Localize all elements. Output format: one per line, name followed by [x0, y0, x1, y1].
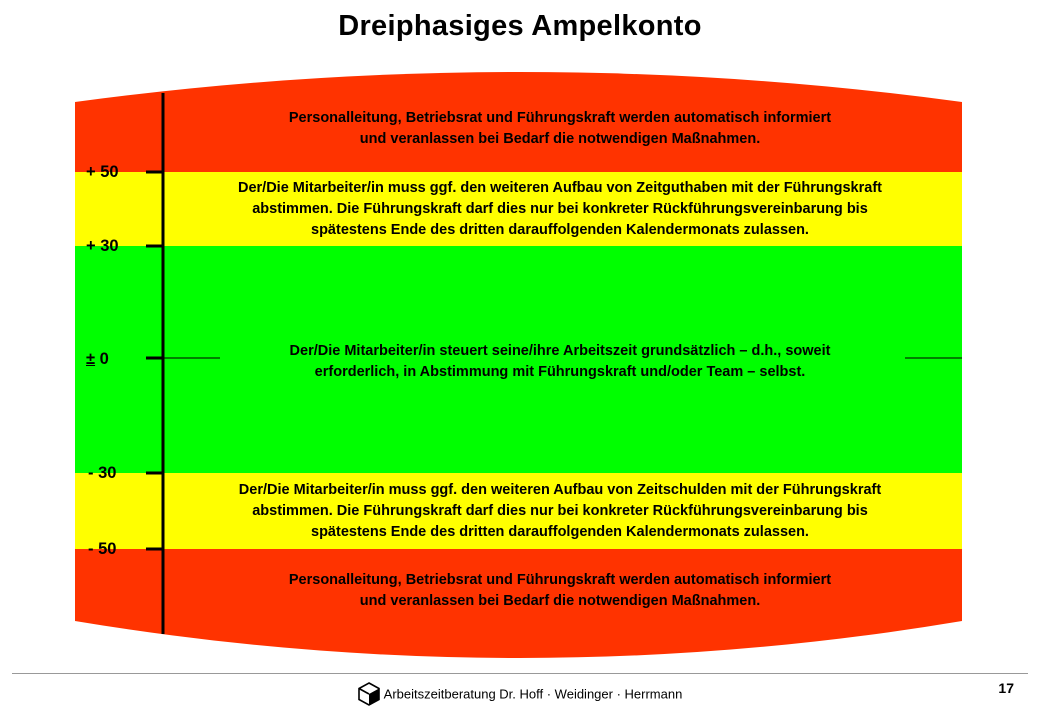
footer — [0, 682, 1040, 706]
scale-label-minus50: - 50 — [88, 540, 117, 558]
scale-label-plus30: + 30 — [86, 237, 119, 255]
scale-label-zero — [86, 350, 109, 369]
company-logo-icon — [358, 682, 380, 706]
scale-label-minus30: - 30 — [88, 464, 117, 482]
text-green: Der/Die Mitarbeiter/in steuert seine/ihre Arbeitszeit grundsätzlich – d.h., soweit erforderlich, in Abstimmung mit Führungskraft und/oder Team – selbst. — [289, 343, 831, 380]
footer-text: Arbeitszeitberatung Dr. Hoff · Weidinger · Herrmann — [383, 686, 683, 702]
zero-number: 0 — [95, 350, 109, 368]
page-number: 17 — [998, 680, 1014, 696]
text-bottom-yellow: Der/Die Mitarbeiter/in muss ggf. den weiteren Aufbau von Zeitschulden mit der Führungskraft abstimmen. Die Führungskraft darf dies nur bei konkreter Rückführungsvereinbarung bis spätestens Ende des dritten darauffolgenden Kalendermonats zulassen. — [238, 482, 882, 540]
text-top-yellow: Der/Die Mitarbeiter/in muss ggf. den weiteren Aufbau von Zeitguthaben mit der Führungskraft abstimmen. Die Führungskraft darf dies nur bei konkreter Rückführungsvereinbarung bis spätestens Ende des dritten darauffolgenden Kalendermonats zulassen. — [238, 180, 882, 238]
page-title: Dreiphasiges Ampelkonto — [338, 10, 702, 42]
plus-minus-sign: ± — [86, 350, 96, 368]
text-top-red: Personalleitung, Betriebsrat und Führungskraft werden automatisch informiert und veranlassen bei Bedarf die notwendigen Maßnahmen. — [288, 110, 832, 147]
text-bottom-red: Personalleitung, Betriebsrat und Führungskraft werden automatisch informiert und veranlassen bei Bedarf die notwendigen Maßnahmen. — [288, 572, 832, 609]
scale-label-plus50: + 50 — [86, 163, 119, 181]
footer-divider — [12, 673, 1028, 674]
